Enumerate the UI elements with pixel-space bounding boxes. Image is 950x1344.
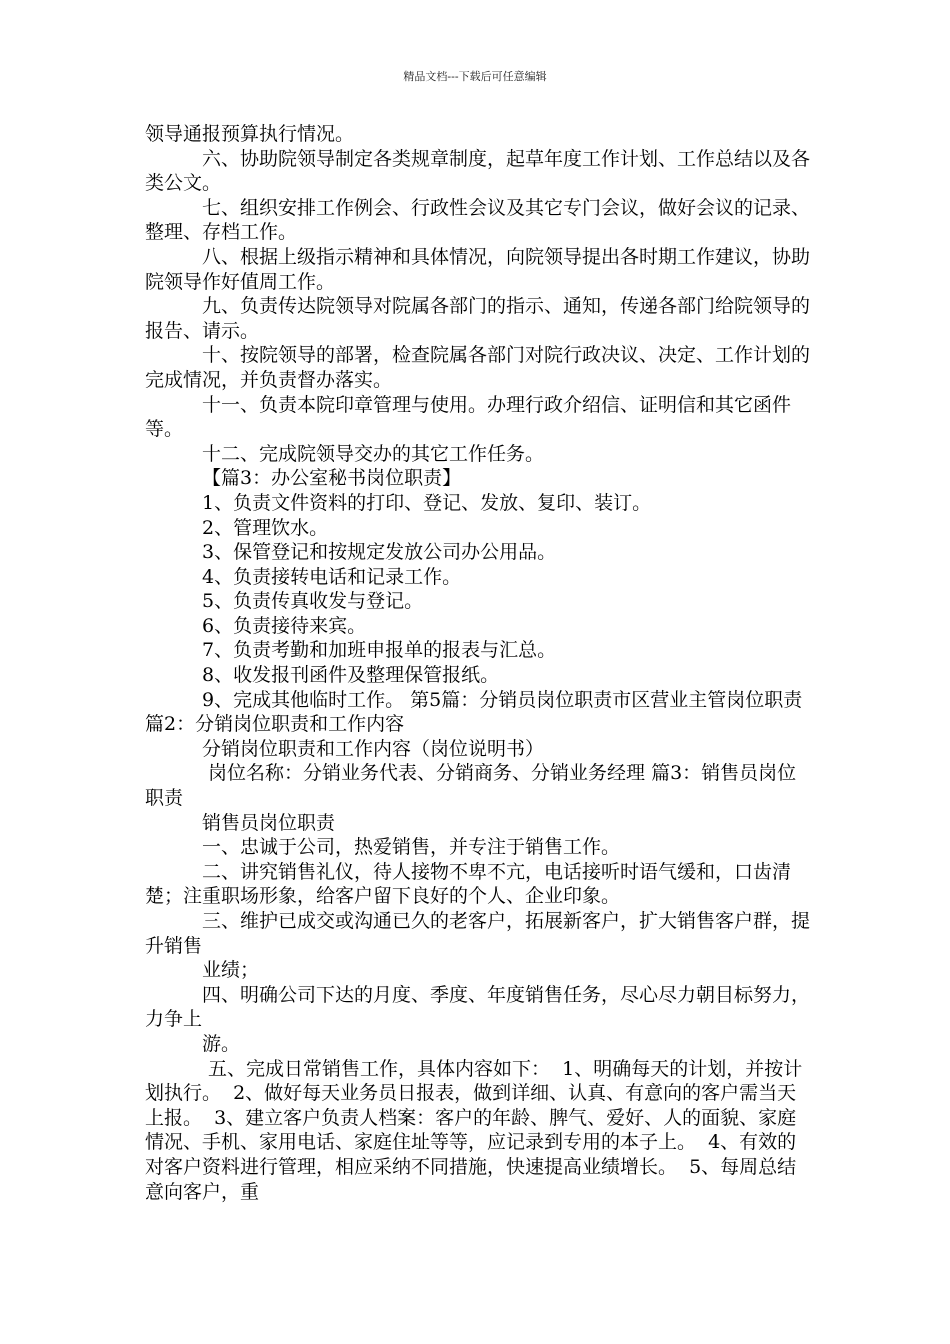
paragraph: 二、讲究销售礼仪，待人接物不卑不亢，电话接听时语气缓和，口齿清楚；注重职场形象，给客户留下良好的个人、企业印象。 <box>145 860 792 908</box>
list-item: 2、管理饮水。 <box>202 516 329 539</box>
paragraph: 分销岗位职责和工作内容（岗位说明书） <box>202 737 545 760</box>
page-header: 精品文档---下载后可任意编辑 <box>403 70 547 83</box>
paragraph: 九、负责传达院领导对院属各部门的指示、通知，传递各部门给院领导的报告、请示。 <box>145 295 811 342</box>
list-item: 8、收发报刊函件及整理保管报纸。 <box>202 664 500 687</box>
paragraph: 四、明确公司下达的月度、季度、年度销售任务，尽心尽力朝目标努力，力争上 <box>145 983 811 1031</box>
paragraph: 游。 <box>202 1032 241 1055</box>
list-item: 9、完成其他临时工作。 第5篇：分销员岗位职责市区营业主管岗位职责 篇2：分销岗位职责和工作内容 <box>145 688 809 736</box>
paragraph: 业绩； <box>202 959 260 982</box>
document-body <box>145 122 815 1204</box>
list-item: 4、负责接转电话和记录工作。 <box>202 565 462 588</box>
paragraph: 领导通报预算执行情况。 <box>145 123 355 145</box>
paragraph: 七、组织安排工作例会、行政性会议及其它专门会议，做好会议的记录、整理、存档工作。 <box>145 196 811 244</box>
paragraph: 五、完成日常销售工作，具体内容如下： 1、明确每天的计划，并按计划执行。 2、做好每天业务员日报表，做到详细、认真、有意向的客户需当天上报。 3、建立客户负责人档案：客户的年龄、脾气、爱好、人的面貌、家庭情况、手机、家用电话、家庭住址等等，应记录到专用的本子上。 4、有效的对客户资料进行管理，相应采纳不同措施，快速提高业绩增长。 5、每周总结意向客户，重 <box>145 1057 803 1203</box>
list-item: 6、负责接待来宾。 <box>202 614 367 637</box>
paragraph: 十二、完成院领导交办的其它工作任务。 <box>202 442 545 465</box>
list-item: 5、负责传真收发与登记。 <box>202 590 424 613</box>
list-item: 3、保管登记和按规定发放公司办公用品。 <box>202 541 557 564</box>
paragraph: 岗位名称：分销业务代表、分销商务、分销业务经理 篇3：销售员岗位职责 <box>145 762 797 810</box>
paragraph: 十、按院领导的部署，检查院属各部门对院行政决议、决定、工作计划的完成情况，并负责督办落实。 <box>145 344 811 391</box>
paragraph: 销售员岗位职责 <box>202 811 336 834</box>
paragraph: 一、忠诚于公司，热爱销售，并专注于销售工作。 <box>202 836 621 859</box>
paragraph: 六、协助院领导制定各类规章制度，起草年度工作计划、工作总结以及各类公文。 <box>145 147 811 195</box>
list-item: 1、负责文件资料的打印、登记、发放、复印、装订。 <box>202 491 652 514</box>
paragraph: 十一、负责本院印章管理与使用。办理行政介绍信、证明信和其它函件等。 <box>145 393 792 441</box>
paragraph: 八、根据上级指示精神和具体情况，向院领导提出各时期工作建议，协助院领导作好值周工作。 <box>145 245 811 293</box>
list-item: 7、负责考勤和加班申报单的报表与汇总。 <box>202 639 557 662</box>
section-heading: 【篇3：办公室秘书岗位职责】 <box>202 467 462 490</box>
paragraph: 三、维护已成交或沟通已久的老客户，拓展新客户，扩大销售客户群，提升销售 <box>145 910 811 957</box>
